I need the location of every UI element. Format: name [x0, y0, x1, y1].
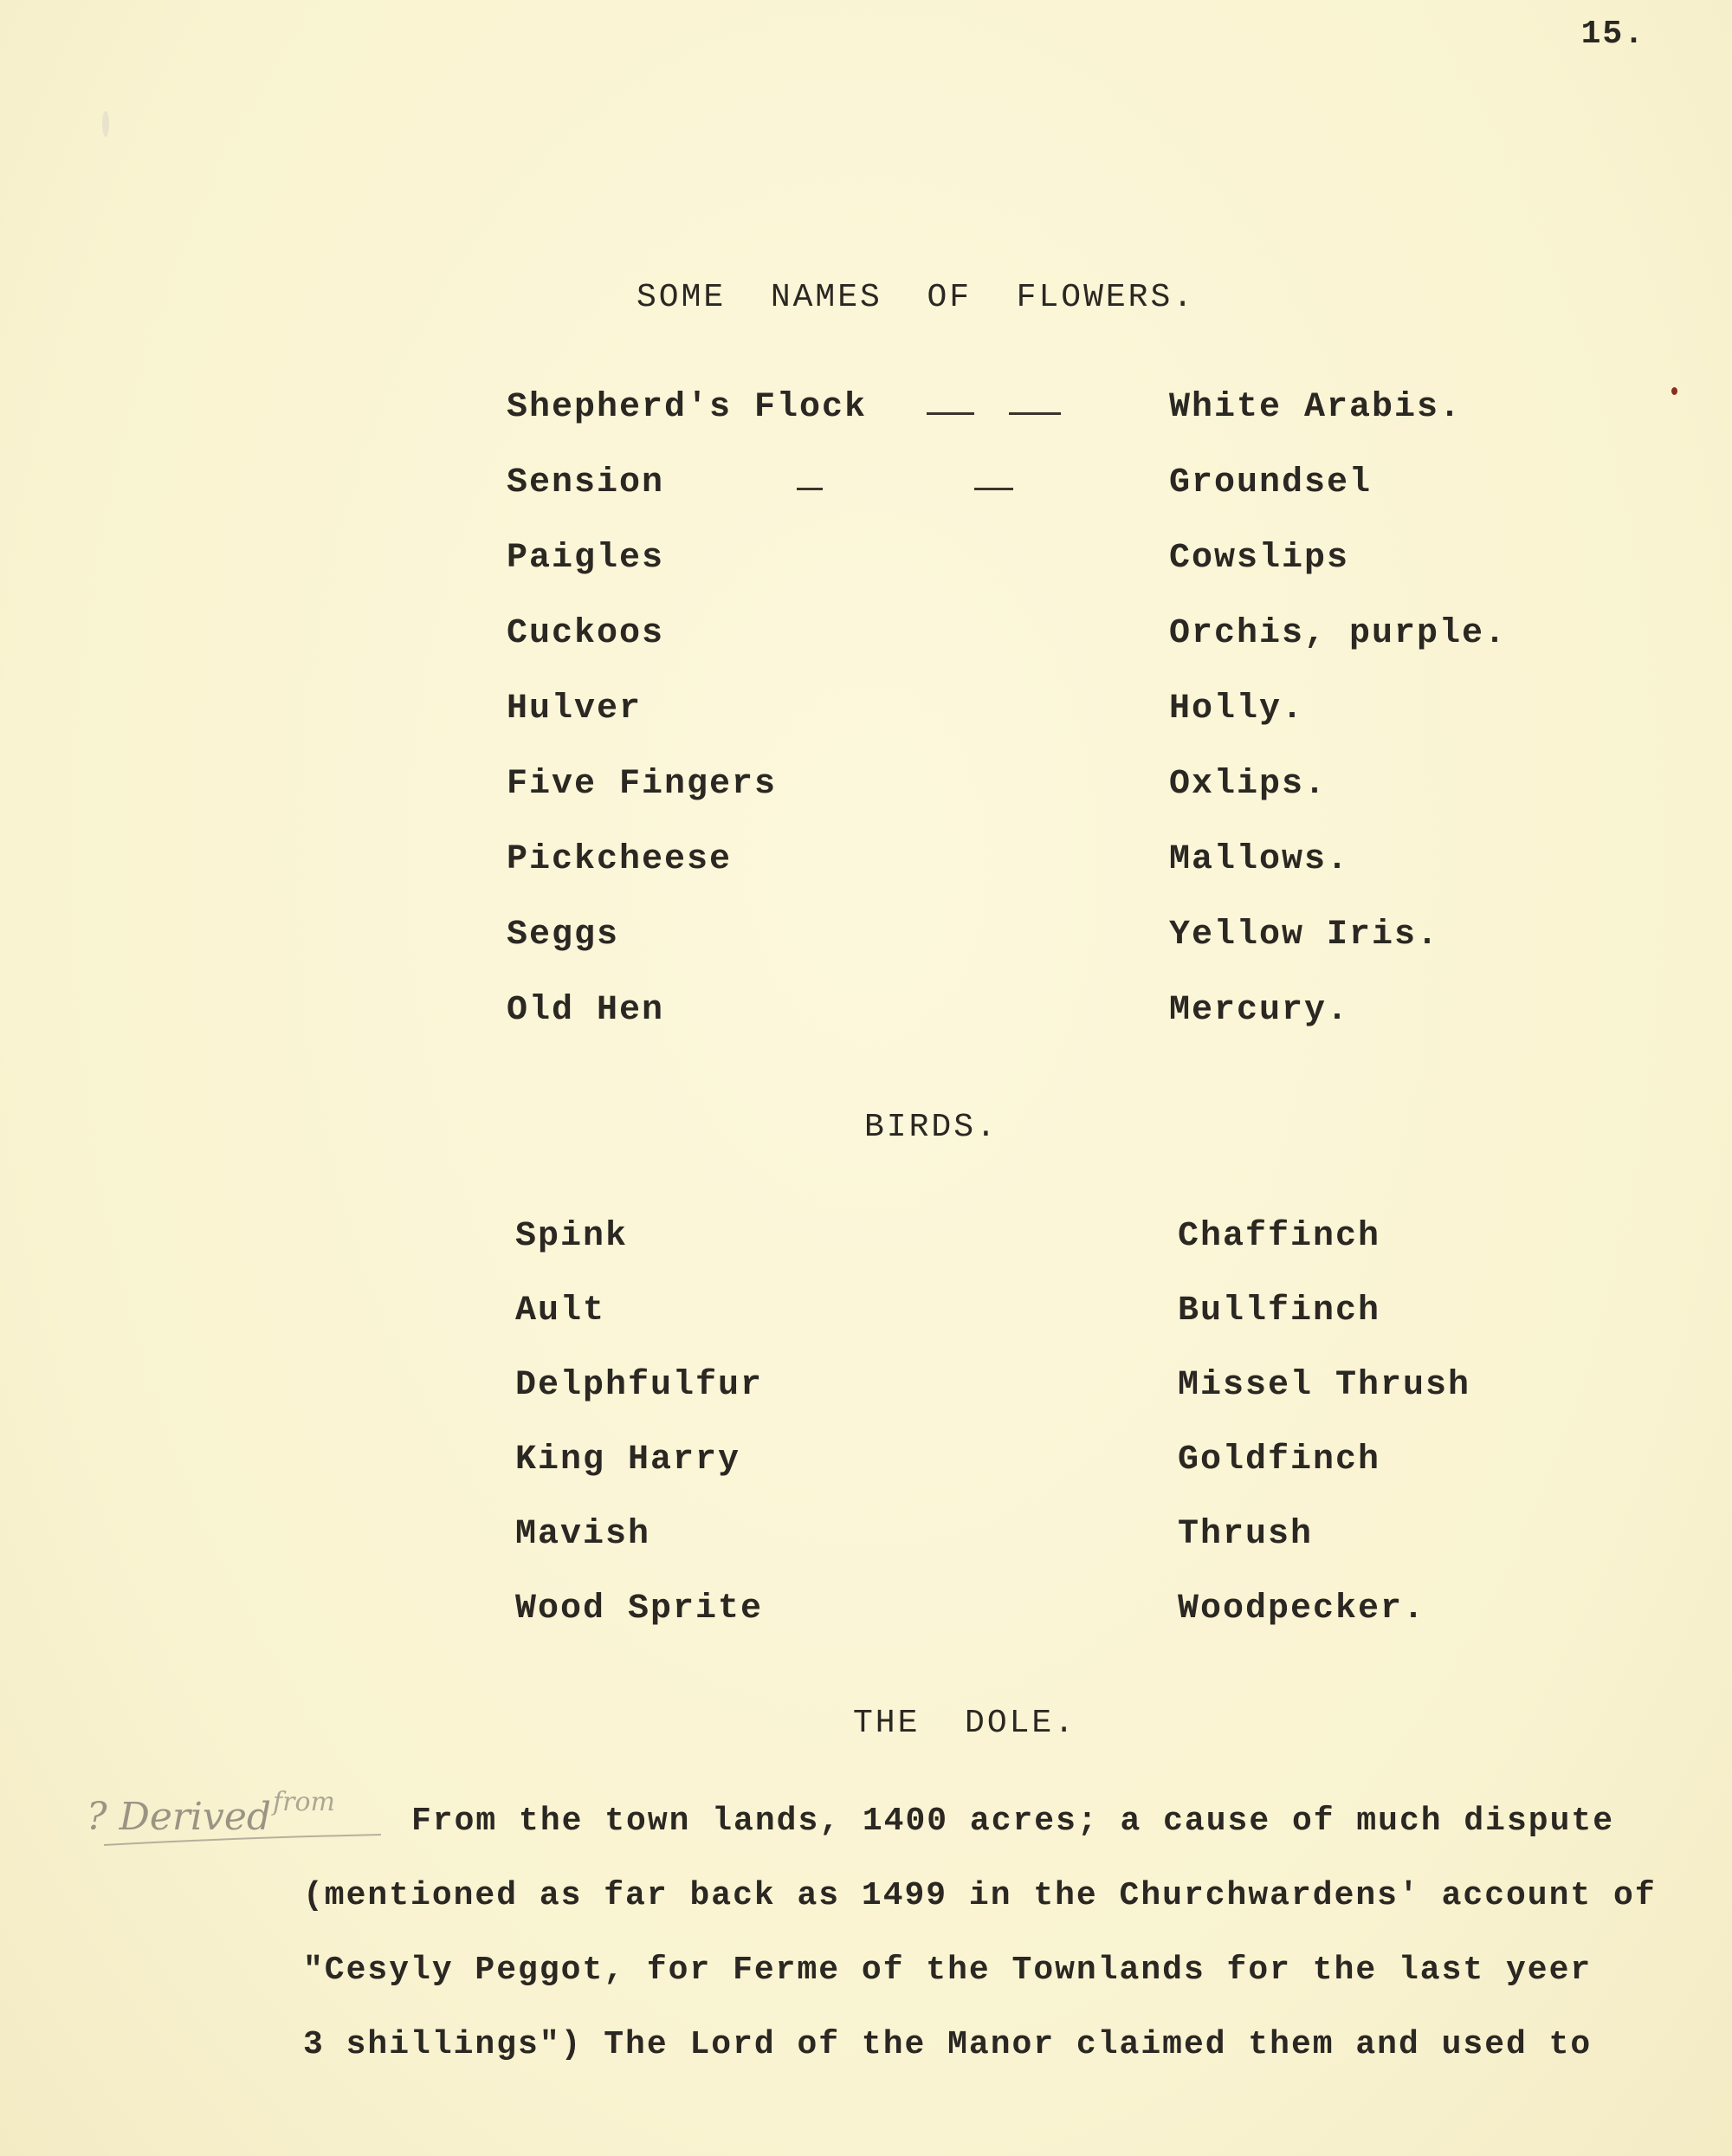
paragraph-line: "Cesyly Peggot, for Ferme of the Townlands for the last yeer — [303, 1952, 1593, 1989]
flower-local-name: Shepherd's Flock — [507, 388, 868, 427]
dash-mark — [797, 488, 823, 490]
flower-row — [507, 991, 1546, 1066]
ink-speck — [1671, 387, 1677, 395]
flowers-list — [507, 388, 1546, 1066]
bird-local-name: Mavish — [515, 1515, 651, 1554]
bird-row — [515, 1589, 1554, 1664]
flower-local-name: Old Hen — [507, 991, 665, 1030]
flower-row — [507, 765, 1546, 840]
flower-row — [507, 916, 1546, 991]
flower-common-name: Cowslips — [1169, 539, 1350, 578]
bird-row — [515, 1217, 1554, 1292]
svg-text:? Derived: ? Derived — [87, 1795, 272, 1839]
bird-common-name: Chaffinch — [1178, 1217, 1381, 1256]
flower-common-name: Mallows. — [1169, 840, 1350, 879]
bird-row — [515, 1441, 1554, 1515]
dole-heading: THE DOLE. — [853, 1705, 1077, 1742]
bird-local-name: Ault — [515, 1292, 606, 1331]
svg-text:from: from — [273, 1787, 335, 1817]
bird-local-name: Wood Sprite — [515, 1589, 764, 1628]
bird-local-name: King Harry — [515, 1441, 741, 1479]
flower-row — [507, 840, 1546, 916]
dash-mark — [927, 412, 974, 415]
bird-row — [515, 1515, 1554, 1589]
flower-local-name: Pickcheese — [507, 840, 733, 879]
flowers-heading: SOME NAMES OF FLOWERS. — [637, 279, 1196, 316]
paragraph-line: (mentioned as far back as 1499 in the Churchwardens' account of — [303, 1877, 1657, 1914]
paper-blemish — [102, 111, 109, 137]
flower-row — [507, 614, 1546, 690]
paragraph-line: 3 shillings") The Lord of the Manor claimed them and used to — [303, 2026, 1593, 2063]
flower-common-name: Yellow Iris. — [1169, 916, 1440, 955]
flower-row — [507, 388, 1546, 463]
flower-local-name: Paigles — [507, 539, 665, 578]
flower-common-name: Holly. — [1169, 690, 1305, 728]
flower-local-name: Five Fingers — [507, 765, 778, 804]
flower-local-name: Seggs — [507, 916, 620, 955]
flower-local-name: Sension — [507, 463, 665, 502]
dole-paragraph — [303, 1784, 1723, 2082]
bird-common-name: Bullfinch — [1178, 1292, 1381, 1331]
flower-local-name: Cuckoos — [507, 614, 665, 653]
page-number: 15. — [1580, 16, 1645, 53]
bird-common-name: Thrush — [1178, 1515, 1314, 1554]
birds-heading: BIRDS. — [864, 1109, 998, 1146]
flower-common-name: Orchis, purple. — [1169, 614, 1508, 653]
bird-local-name: Delphfulfur — [515, 1366, 764, 1405]
flower-common-name: Mercury. — [1169, 991, 1350, 1030]
flower-row — [507, 539, 1546, 614]
birds-list — [515, 1217, 1554, 1664]
paragraph-line: From the town lands, 1400 acres; a cause of much dispute — [411, 1803, 1615, 1840]
bird-local-name: Spink — [515, 1217, 629, 1256]
dash-mark — [974, 488, 1013, 490]
flower-common-name: Groundsel — [1169, 463, 1373, 502]
flower-common-name: White Arabis. — [1169, 388, 1463, 427]
bird-row — [515, 1292, 1554, 1366]
flower-row — [507, 463, 1546, 539]
flower-row — [507, 690, 1546, 765]
flower-common-name: Oxlips. — [1169, 765, 1328, 804]
dash-mark — [1009, 412, 1061, 415]
bird-common-name: Goldfinch — [1178, 1441, 1381, 1479]
bird-row — [515, 1366, 1554, 1441]
bird-common-name: Missel Thrush — [1178, 1366, 1471, 1405]
flower-local-name: Hulver — [507, 690, 643, 728]
bird-common-name: Woodpecker. — [1178, 1589, 1426, 1628]
